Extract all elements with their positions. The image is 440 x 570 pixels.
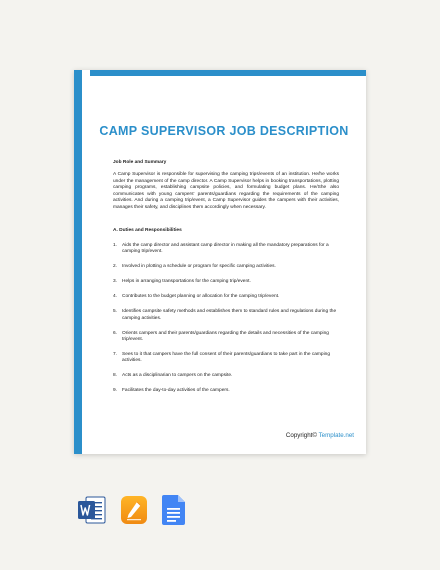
duty-text: Facilitates the day-to-day activities of the campers. [122, 388, 230, 394]
list-item [113, 294, 339, 300]
duties-heading: A. Duties and Responsibilities [113, 228, 182, 234]
duty-text: Aids the camp director and assistant camp director in making all the mandatory preparations for a camping trip/event. [122, 242, 329, 255]
copyright-brand[interactable]: Template.net [318, 432, 354, 439]
duty-number: 4. [113, 294, 118, 300]
duty-text: Acts as a disciplinarian to campers on the campsite. [122, 373, 233, 379]
copyright-label: Copyright [285, 432, 313, 439]
top-accent-bar [90, 70, 366, 76]
list-item [113, 388, 339, 394]
copyright-footer [286, 432, 354, 439]
duty-number: 8. [113, 373, 118, 379]
list-item [113, 264, 339, 270]
duty-number: 6. [113, 330, 118, 336]
duty-number: 9. [113, 388, 118, 394]
list-item [113, 352, 339, 365]
duty-number: 2. [113, 264, 118, 270]
role-heading: Job Role and Summary [113, 160, 167, 165]
word-icon[interactable] [78, 494, 106, 526]
duty-text: Involved in plotting a schedule or program for specific camping activities. [122, 264, 276, 270]
duty-text: Helps in arranging transportations for the camping trip/event. [122, 279, 251, 285]
duty-text: Sees to it that campers have the full consent of their parents/guardians to take part in the camping activities. [122, 351, 330, 364]
list-item [113, 309, 339, 322]
summary-paragraph: A Camp Supervisor is responsible for supervising the camping trips/events of an institution. He/he works under the management of the camp director. A Camp Supervisor helps in booking transportations, plotting camping programs, establishing campsite policies, and formulating budget plans. He/She also communicates with young campers' parents/guardians regarding the requirements of the camping activities. And during a camping trip/event, a Camp Supervisor guides the campers with their activities, manages their safety, and disciplines them accordingly when necessary. [113, 172, 339, 210]
pages-icon[interactable] [120, 494, 148, 526]
list-item [113, 373, 339, 379]
document-preview [74, 70, 366, 454]
left-accent-bar [74, 70, 82, 454]
duties-list [113, 243, 339, 395]
google-docs-icon[interactable] [160, 494, 188, 526]
list-item [113, 243, 339, 256]
duty-number: 7. [113, 351, 118, 357]
list-item [113, 279, 339, 285]
copyright-symbol: © [312, 432, 317, 439]
duty-number: 5. [113, 309, 118, 315]
duty-text: Identifies campsite safety methods and establishes them to standard rules and regulations during the camping activities. [122, 309, 337, 321]
document-title: CAMP SUPERVISOR JOB DESCRIPTION [99, 124, 349, 138]
duty-number: 1. [113, 242, 118, 248]
duty-text: Orients campers and their parents/guardians regarding the details and necessities of the camping trip/event. [122, 330, 329, 342]
duty-number: 3. [113, 279, 118, 285]
duty-text: Contributes to the budget planning or allocation for the camping trip/event. [122, 294, 280, 300]
document-body [113, 160, 339, 403]
list-item [113, 331, 339, 344]
